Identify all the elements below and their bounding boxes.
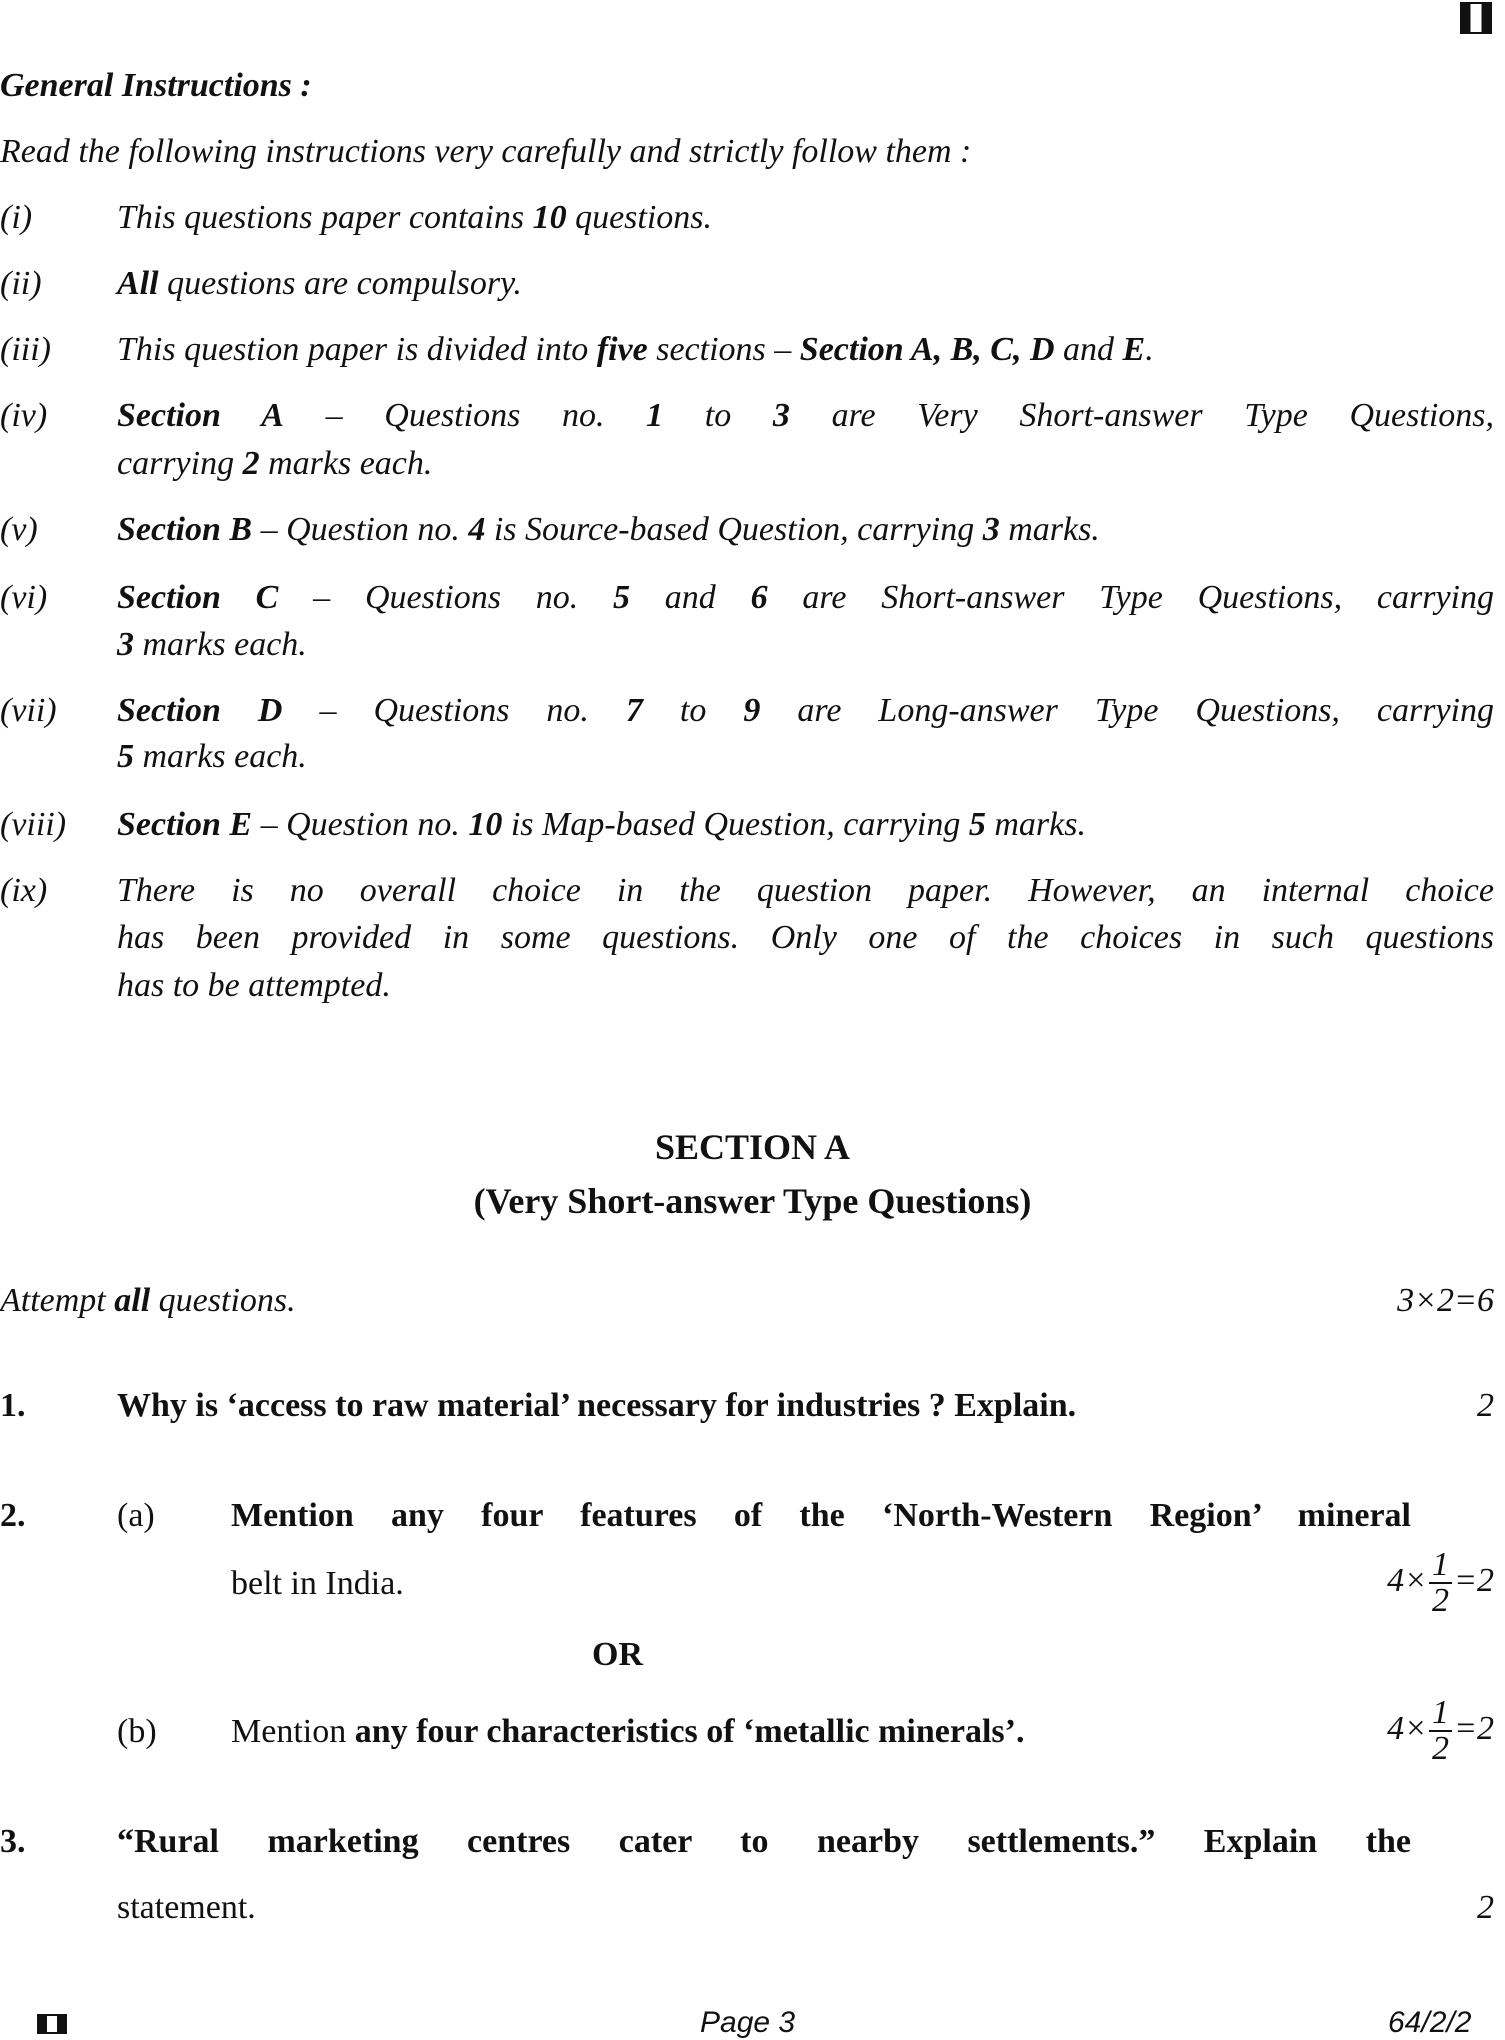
text: marks each. bbox=[134, 626, 307, 663]
bold-text: 3 bbox=[772, 397, 790, 434]
general-instructions-heading: General Instructions : bbox=[0, 67, 312, 104]
instruction-line bbox=[117, 737, 1494, 777]
section-title: SECTION A bbox=[654, 1127, 851, 1167]
question-number: 1. bbox=[0, 1387, 26, 1424]
text: is Source-based Question, carrying bbox=[485, 511, 983, 548]
bold-text: Section C bbox=[117, 579, 279, 616]
text: – Questions no. bbox=[282, 692, 626, 729]
instruction-line bbox=[117, 330, 1494, 370]
text: marks each. bbox=[134, 738, 307, 775]
instruction-line bbox=[117, 918, 1494, 958]
instruction-label: (i) bbox=[0, 199, 33, 236]
bold-text: 1 bbox=[646, 397, 664, 434]
question-2b-marks: 4× $\frac{1}{2}$ =2 bbox=[1387, 1694, 1494, 1767]
attempt-instruction: Attempt all questions. bbox=[0, 1282, 296, 1319]
instruction-label: (vi) bbox=[0, 579, 48, 616]
instruction-line bbox=[117, 396, 1494, 436]
instruction-label: (v) bbox=[0, 511, 38, 548]
instruction-line bbox=[117, 805, 1494, 845]
instruction-line bbox=[117, 691, 1494, 731]
text: to bbox=[642, 692, 744, 729]
text: . bbox=[1145, 331, 1154, 368]
instruction-line bbox=[117, 578, 1494, 618]
question-3-line2: statement. bbox=[117, 1889, 256, 1926]
text: has been provided in some questions. Only one of the choices in such questions bbox=[117, 919, 1494, 956]
option-label: (b) bbox=[117, 1713, 157, 1750]
text: carrying bbox=[117, 445, 243, 482]
instruction-label: (viii) bbox=[0, 806, 67, 843]
section-marks: 3×2=6 bbox=[1397, 1282, 1494, 1319]
bold-text: E bbox=[1122, 331, 1146, 368]
instruction-label: (iii) bbox=[0, 331, 51, 368]
question-2b-text: Mention any four characteristics of ‘metallic minerals’. bbox=[231, 1713, 1025, 1750]
bold-text: 4 bbox=[468, 511, 486, 548]
question-2a-line2: belt in India. bbox=[231, 1565, 404, 1602]
qr-code-footer bbox=[37, 2014, 67, 2034]
question-3-line1: “Rural marketing centres cater to nearby settlements.” Explain the bbox=[117, 1823, 1411, 1860]
qr-code-top bbox=[1460, 2, 1492, 34]
bold-text: 9 bbox=[743, 692, 761, 729]
text: has to be attempted. bbox=[117, 967, 391, 1004]
instruction-line bbox=[117, 510, 1494, 550]
text: There is no overall choice in the question paper. However, an internal choice bbox=[117, 872, 1494, 909]
instruction-line bbox=[117, 625, 1494, 665]
bold-text: 2 bbox=[242, 445, 260, 482]
text: are Long-answer Type Questions, carrying bbox=[760, 692, 1495, 729]
text: to bbox=[663, 397, 773, 434]
text: is Map-based Question, carrying bbox=[502, 806, 969, 843]
instruction-label: (ix) bbox=[0, 872, 48, 909]
bold-text: 6 bbox=[750, 579, 768, 616]
text: This questions paper contains bbox=[117, 199, 533, 236]
question-2a-marks: 4× $\frac{1}{2}$ =2 bbox=[1387, 1546, 1494, 1619]
text: and bbox=[630, 579, 751, 616]
text: and bbox=[1054, 331, 1123, 368]
paper-code: 64/2/2 bbox=[1388, 2006, 1472, 2039]
section-subtitle: (Very Short-answer Type Questions) bbox=[473, 1181, 1032, 1221]
text: questions are compulsory. bbox=[158, 265, 522, 302]
instruction-label: (ii) bbox=[0, 265, 42, 302]
bold-text: five bbox=[596, 331, 648, 368]
text: questions. bbox=[566, 199, 713, 236]
instruction-label: (iv) bbox=[0, 397, 48, 434]
bold-text: 3 bbox=[982, 511, 1000, 548]
bold-text: Section A bbox=[117, 397, 284, 434]
question-number: 2. bbox=[0, 1497, 26, 1534]
bold-text: 5 bbox=[117, 738, 134, 775]
text: are Short-answer Type Questions, carrying bbox=[767, 579, 1494, 616]
instruction-line bbox=[117, 871, 1494, 911]
question-1-text: Why is ‘access to raw material’ necessary for industries ? Explain. bbox=[117, 1387, 1077, 1424]
bold-text: Section A, B, C, D bbox=[799, 331, 1055, 368]
bold-text: 5 bbox=[968, 806, 986, 843]
instruction-line bbox=[117, 966, 1494, 1006]
text: are Very Short-answer Type Questions, bbox=[789, 397, 1495, 434]
instructions-intro: Read the following instructions very carefully and strictly follow them : bbox=[0, 133, 972, 170]
instruction-line bbox=[117, 198, 1494, 238]
bold-text: 3 bbox=[117, 626, 134, 663]
question-number: 3. bbox=[0, 1823, 26, 1860]
bold-text: 7 bbox=[625, 692, 643, 729]
text: marks each. bbox=[259, 445, 433, 482]
bold-text: Section D bbox=[117, 692, 283, 729]
text: – Questions no. bbox=[283, 397, 647, 434]
page-number: Page 3 bbox=[700, 2006, 796, 2039]
question-1-marks: 2 bbox=[1477, 1387, 1494, 1424]
text: – Questions no. bbox=[278, 579, 614, 616]
text: marks. bbox=[999, 511, 1100, 548]
bold-text: 10 bbox=[468, 806, 503, 843]
option-label: (a) bbox=[117, 1497, 155, 1534]
instruction-line bbox=[117, 444, 1494, 484]
question-3-marks: 2 bbox=[1477, 1889, 1494, 1926]
text: sections – bbox=[647, 331, 800, 368]
text: This question paper is divided into bbox=[117, 331, 597, 368]
bold-text: All bbox=[117, 265, 159, 302]
text: – Question no. bbox=[252, 806, 469, 843]
text: – Question no. bbox=[252, 511, 469, 548]
bold-text: Section E bbox=[117, 806, 253, 843]
bold-text: Section B bbox=[117, 511, 253, 548]
bold-text: 5 bbox=[613, 579, 631, 616]
or-separator: OR bbox=[592, 1636, 643, 1673]
bold-text: 10 bbox=[532, 199, 567, 236]
instruction-line bbox=[117, 264, 1494, 304]
text: marks. bbox=[985, 806, 1086, 843]
question-2a-line1: Mention any four features of the ‘North-Western Region’ mineral bbox=[231, 1497, 1411, 1534]
instruction-label: (vii) bbox=[0, 692, 57, 729]
